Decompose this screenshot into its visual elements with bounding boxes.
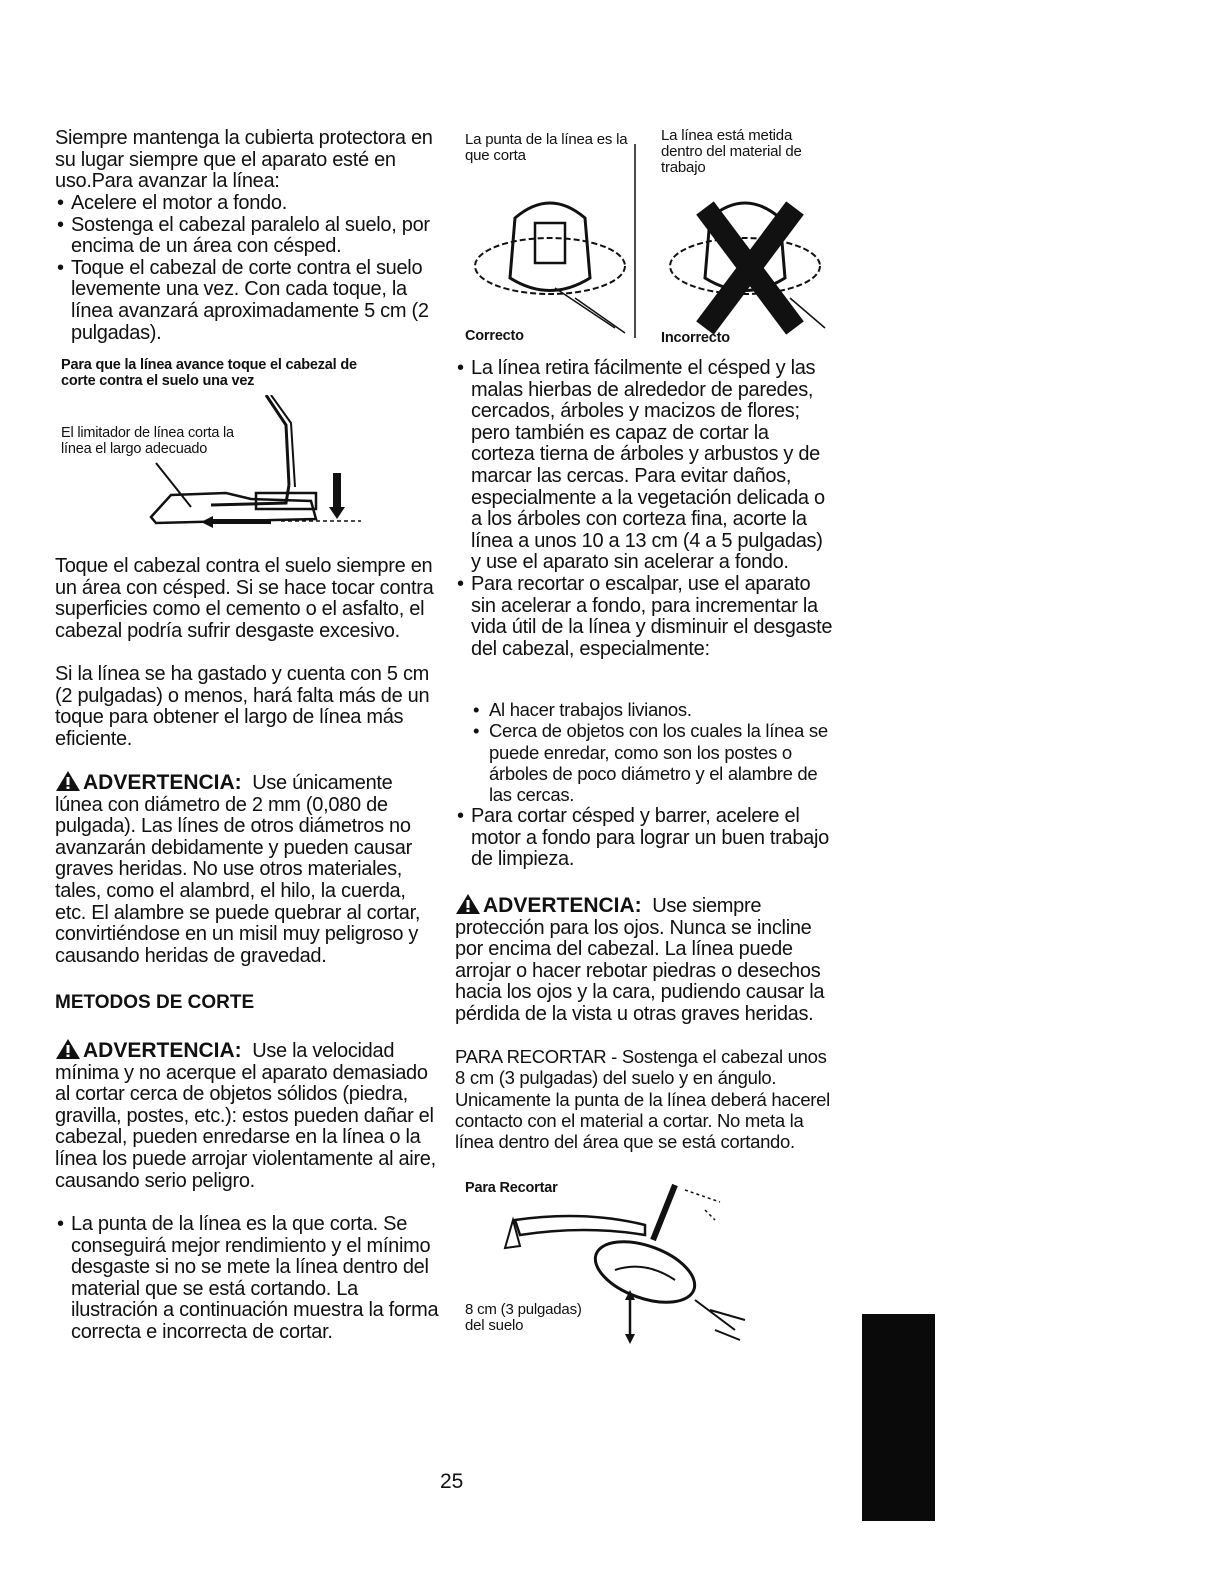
warning-triangle-icon: [55, 770, 81, 792]
warning-label: ADVERTENCIA:: [83, 1039, 242, 1062]
trimmer-angle-drawing: [465, 1180, 785, 1360]
list-item: • Sostenga el cabezal paralelo al suelo, por encima de un área con césped.: [55, 215, 440, 258]
warning-speed: [55, 1038, 440, 1192]
cutting-bullet-list: [55, 1214, 440, 1344]
list-item: • Para recortar o escalpar, use el aparato sin acelerar a fondo, para incrementar la vida útil de la línea y disminuir el desgaste del cabezal, especialmente:: [455, 574, 835, 660]
list-item: • La punta de la línea es la que corta. Se conseguirá mejor rendimiento y el mínimo desgaste si no se mete la línea dentro del material que se está cortando. La ilustración a continuación muestra la forma correcta e incorrecta de cortar.: [55, 1214, 440, 1344]
figure-trimming: [465, 1180, 785, 1360]
trimmer-compare-drawing: [465, 128, 835, 348]
list-item: • Al hacer trabajos livianos.: [471, 699, 833, 720]
intro-bullet-list: [55, 193, 440, 344]
figure-callout-limiter: El limitador de línea corta la línea el largo adecuado: [61, 425, 234, 457]
list-item: • Acelere el motor a fondo.: [55, 193, 440, 215]
warning-text: Use únicamente lúnea con diámetro de 2 mm (0,080 de pulgada). Las línes de otros diámetros no avanzarán debidamente y pueden causar graves heridas. No use otros materiales, tales, como el alambrd, el hilo, la cuerda, etc. El alambre se puede quebrar al cortar, convirtiéndose en un misil muy peligroso y causando heridas de gravedad.: [55, 772, 421, 967]
list-item: • Cerca de objetos con los cuales la línea se puede enredar, como son los postes o árboles de poco diámetro y el alambre de las cercas.: [471, 720, 833, 805]
caption-correct: Correcto: [465, 328, 524, 344]
figure-tap-illustration: [61, 395, 391, 535]
figure-caption-tap: Para que la línea avance toque el cabezal de corte contra el suelo una vez: [61, 357, 357, 389]
list-item: • Toque el cabezal de corte contra el suelo levemente una vez. Con cada toque, la línea avanzará aproximadamente 5 cm (2 pulgadas).: [55, 258, 440, 344]
list-item: • Para cortar césped y barrer, acelere el motor a fondo para lograr un buen trabajo de limpieza.: [455, 806, 835, 871]
paragraph-worn-line: Si la línea se ha gastado y cuenta con 5 cm (2 pulgadas) o menos, hará falta más de un toque para obtener el largo de línea más eficiente.: [55, 663, 430, 750]
caption-trim-distance: 8 cm (3 pulgadas) del suelo: [465, 1301, 582, 1334]
warning-text: Use siempre protección para los ojos. Nunca se incline por encima del cabezal. La línea puede arrojar o hacer rebotar piedras o desechos hacia los ojos y la cara, pudiendo causar la pérdida de la vista u otras graves heridas.: [455, 895, 825, 1025]
figure-label-correct-tip: La punta de la línea es la que corta: [465, 131, 628, 164]
list-item: • La línea retira fácilmente el césped y las malas hierbas de alrededor de paredes, cercados, árboles y macizos de flores; pero también es capaz de cortar la corteza tierna de árboles y arbustos y de marcar las cercas. Para evitar daños, especialmente a la vegetación delicada o a los árboles con corteza fina, acorte la línea a unos 10 a 13 cm (4 a 5 pulgadas) y use el aparato sin acelerar a fondo.: [455, 358, 835, 574]
caption-trimming: Para Recortar: [465, 1180, 558, 1196]
right-bullet-list-last: [455, 806, 835, 871]
page-number: 25: [440, 1470, 464, 1493]
paragraph-trimming: PARA RECORTAR - Sostenga el cabezal unos 8 cm (3 pulgadas) del suelo y en ángulo. Unicamente la punta de la línea deberá hacerel contacto con el material a cortar. No meta la línea dentro del área que se está cortando.: [455, 1046, 830, 1153]
paragraph-ground: Toque el cabezal contra el suelo siempre en un área con césped. Si se hace tocar contra superficies como el cemento o el asfalto, el cabezal podría sufrir desgaste excesivo.: [55, 555, 434, 642]
right-sub-bullet-list: [471, 699, 833, 805]
thumb-index-tab: [862, 1314, 935, 1521]
caption-incorrect: Incorrecto: [661, 330, 730, 346]
figure-label-incorrect-inside: La línea está metida dentro del material de trabajo: [661, 127, 802, 176]
intro-paragraph: Siempre mantenga la cubierta protectora en su lugar siempre que el aparato esté en uso.Para avanzar la línea:: [55, 127, 433, 193]
warning-triangle-icon: [455, 893, 481, 915]
section-heading-cutting-methods: METODOS DE CORTE: [55, 992, 255, 1013]
warning-eye-protection: [455, 893, 835, 1026]
warning-triangle-icon: [55, 1038, 81, 1060]
warning-label: ADVERTENCIA:: [483, 894, 642, 917]
warning-label: ADVERTENCIA:: [83, 771, 242, 794]
trimmer-tap-drawing: [61, 395, 391, 535]
warning-text: Use la velocidad mínima y no acerque el aparato demasiado al cortar cerca de objetos sólidos (piedra, gravilla, postes, etc.): estos pueden dañar el cabezal, pueden enredarse en la línea o la línea los puede arrojar violentamente al aire, causando serio peligro.: [55, 1040, 436, 1192]
right-bullet-list: [455, 358, 835, 660]
warning-line-diameter: [55, 770, 440, 967]
figure-correct-incorrect: [465, 128, 835, 348]
